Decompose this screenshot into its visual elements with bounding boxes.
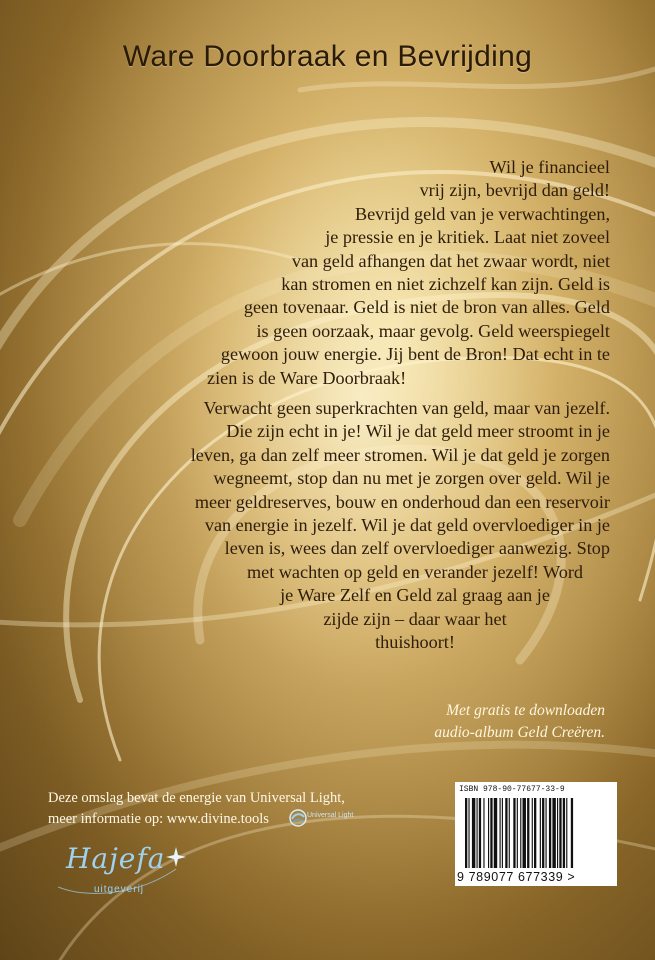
barcode-stripe: [520, 798, 521, 868]
text-line: is geen oorzaak, maar gevolg. Geld weerspiegelt: [256, 320, 610, 341]
barcode-stripe: [483, 798, 484, 868]
barcode-stripe: [542, 798, 544, 868]
barcode-stripe: [468, 798, 469, 868]
barcode-stripe: [523, 798, 526, 868]
barcode-stripe: [549, 798, 551, 868]
barcode-stripe: [465, 798, 467, 868]
text-line: Verwacht geen superkrachten van geld, maar van jezelf.: [203, 398, 610, 418]
barcode-stripe: [494, 798, 497, 868]
barcode-stripe: [563, 798, 565, 868]
paragraph-main: [150, 397, 610, 654]
promo-line: audio-album Geld Creëren.: [434, 724, 605, 741]
text-line: je pressie en je kritiek. Laat niet zoveel: [325, 227, 610, 248]
barcode-stripe: [509, 798, 510, 868]
barcode-stripe: [566, 798, 567, 868]
text-line: Die zijn echt in je! Wil je dat geld meer stroomt in je: [226, 421, 610, 442]
barcode-stripe: [540, 798, 541, 868]
barcode-stripe: [532, 798, 533, 868]
audio-album-note: [434, 700, 605, 744]
barcode-stripe: [513, 798, 515, 868]
publisher-subtitle: uitgeverij: [94, 884, 145, 895]
text-line: wegneemt, stop dan nu met je zorgen over geld. Wil je: [213, 468, 610, 489]
barcode-stripe: [502, 798, 503, 868]
barcode-stripe: [571, 798, 573, 868]
barcode-stripe: [552, 798, 555, 868]
barcode-stripe: [505, 798, 507, 868]
text-line: leven is, wees dan zelf overvloediger aanwezig. Stop: [224, 538, 610, 559]
barcode-stripe: [490, 798, 492, 868]
barcode-stripe: [534, 798, 536, 868]
text-line: leven, ga dan zelf meer stromen. Wil je dat geld je zorgen: [190, 444, 610, 465]
barcode-stripe: [488, 798, 489, 868]
barcode-stripe: [546, 798, 547, 868]
publisher-name: Hajefa: [66, 842, 166, 875]
barcode-stripe: [472, 798, 475, 868]
text-line: zijde zijn – daar waar het: [323, 608, 507, 629]
barcode-stripe: [517, 798, 518, 868]
text-line: van geld afhangen dat het zwaar wordt, niet: [291, 250, 610, 271]
text-line: kan stromen en niet zichzelf kan zijn. Geld is: [281, 274, 610, 295]
text-line: van energie in jezelf. Wil je dat geld overvloediger in je: [204, 515, 610, 536]
promo-line: Met gratis te downloaden: [446, 702, 605, 719]
barcode-icon: [463, 798, 609, 870]
ean-digits: 9 789077 677339 >: [457, 870, 576, 884]
universal-light-logo-text: Universal Light: [307, 812, 354, 819]
barcode-stripe: [479, 798, 481, 868]
paragraph-intro: [150, 156, 610, 390]
energy-line: Deze omslag bevat de energie van Universal Light,: [48, 790, 345, 806]
barcode-stripe: [559, 798, 561, 868]
text-line: gewoon jouw energie. Jij bent de Bron! Dat echt in te: [220, 344, 610, 365]
text-line: Bevrijd geld van je verwachtingen,: [354, 203, 610, 224]
text-line: vrij zijn, bevrijd dan geld!: [419, 180, 610, 201]
text-line: je Ware Zelf en Geld zal graag aan je: [280, 585, 550, 606]
book-title: Ware Doorbraak en Bevrijding: [122, 40, 533, 73]
text-line: geen tovenaar. Geld is niet de bron van alles. Geld: [243, 297, 610, 318]
text-line: zien is de Ware Doorbraak!: [207, 367, 407, 388]
barcode-stripe: [500, 798, 501, 868]
isbn-text: ISBN 978-90-77677-33-9: [459, 785, 565, 794]
barcode-stripe: [477, 798, 478, 868]
barcode-stripe: [527, 798, 529, 868]
barcode-panel: [455, 782, 617, 886]
text-line: thuishoort!: [375, 632, 455, 653]
text-line: Wil je financieel: [489, 157, 610, 177]
barcode-stripe: [557, 798, 558, 868]
energy-line: meer informatie op: www.divine.tools: [48, 811, 269, 827]
text-line: met wachten op geld en verander jezelf! Word: [246, 561, 584, 582]
text-line: meer geldreserves, bouw en onderhoud dan een reservoir: [194, 491, 610, 512]
